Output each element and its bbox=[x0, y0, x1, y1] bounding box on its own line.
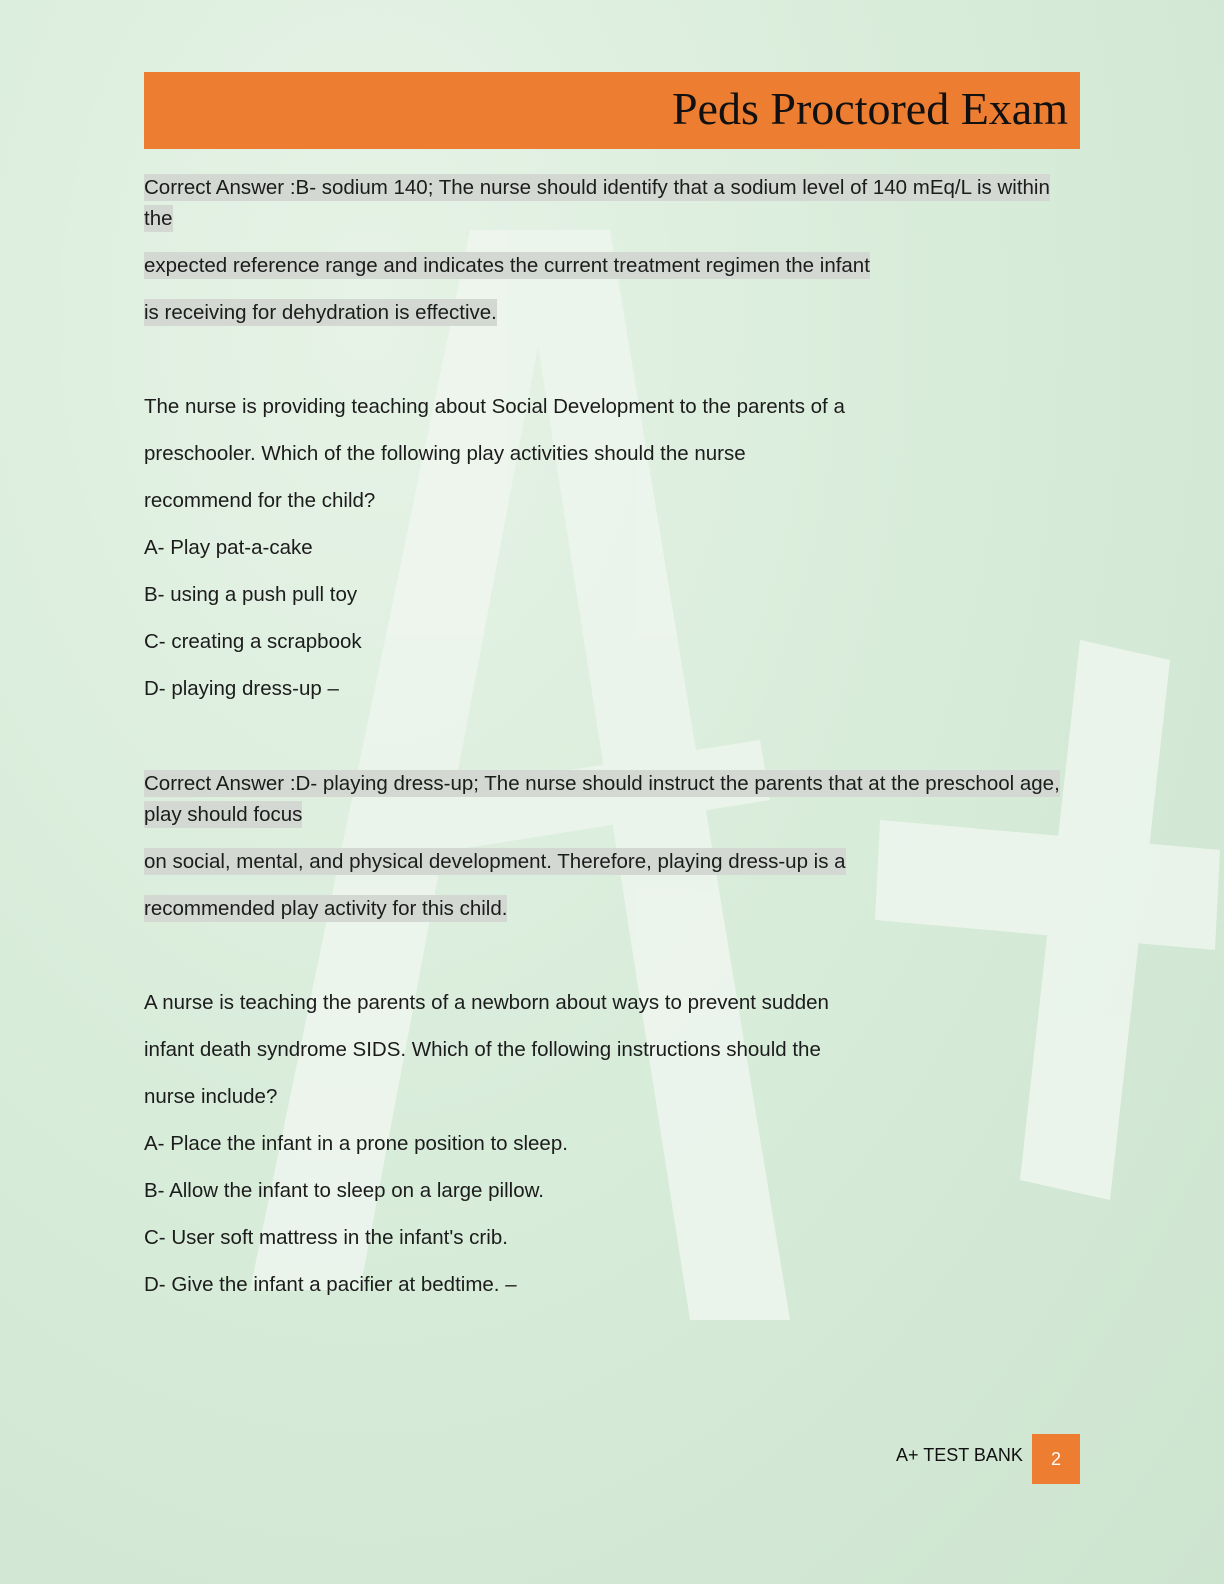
answer-highlight: recommended play activity for this child. bbox=[144, 897, 508, 920]
answer-line bbox=[144, 894, 1084, 924]
question-line: A nurse is teaching the parents of a newborn about ways to prevent sudden bbox=[144, 991, 829, 1014]
option-a: A- Place the infant in a prone position to sleep. bbox=[144, 1132, 568, 1155]
option-b: B- using a push pull toy bbox=[144, 583, 358, 606]
question-line: preschooler. Which of the following play activities should the nurse bbox=[144, 442, 746, 465]
header-banner bbox=[144, 72, 1080, 149]
answer-highlight: Correct Answer :B- sodium 140; The nurse should identify that a sodium level of 140 mEq/L is within the bbox=[144, 176, 1050, 230]
document-body bbox=[144, 172, 1084, 1317]
answer-block-2 bbox=[144, 768, 1084, 830]
page-number: 2 bbox=[1032, 1434, 1080, 1484]
answer-text bbox=[144, 172, 1064, 234]
option-a: A- Play pat-a-cake bbox=[144, 536, 313, 559]
answer-line bbox=[144, 847, 1084, 877]
answer-line bbox=[144, 251, 1084, 281]
answer-block-1 bbox=[144, 172, 1084, 234]
answer-text bbox=[144, 768, 1064, 830]
answer-highlight: on social, mental, and physical development. Therefore, playing dress-up is a bbox=[144, 850, 846, 873]
question-line: recommend for the child? bbox=[144, 489, 376, 512]
option-c: C- creating a scrapbook bbox=[144, 630, 362, 653]
spacer bbox=[144, 721, 1084, 768]
option-d: D- Give the infant a pacifier at bedtime. – bbox=[144, 1273, 517, 1296]
question-line: The nurse is providing teaching about Social Development to the parents of a bbox=[144, 395, 845, 418]
answer-highlight: is receiving for dehydration is effective. bbox=[144, 301, 497, 324]
question-line: infant death syndrome SIDS. Which of the following instructions should the bbox=[144, 1038, 821, 1061]
answer-line bbox=[144, 298, 1084, 328]
question-line: nurse include? bbox=[144, 1085, 278, 1108]
spacer bbox=[144, 941, 1084, 988]
answer-highlight: Correct Answer :D- playing dress-up; The nurse should instruct the parents that at the preschool age, play should focus bbox=[144, 772, 1060, 826]
footer-label: A+ TEST BANK bbox=[896, 1445, 1023, 1465]
option-c: C- User soft mattress in the infant's crib. bbox=[144, 1226, 508, 1249]
spacer bbox=[144, 345, 1084, 392]
answer-highlight: expected reference range and indicates the current treatment regimen the infant bbox=[144, 254, 870, 277]
option-d: D- playing dress-up – bbox=[144, 677, 339, 700]
page-title: Peds Proctored Exam bbox=[671, 83, 1068, 134]
option-b: B- Allow the infant to sleep on a large pillow. bbox=[144, 1179, 544, 1202]
